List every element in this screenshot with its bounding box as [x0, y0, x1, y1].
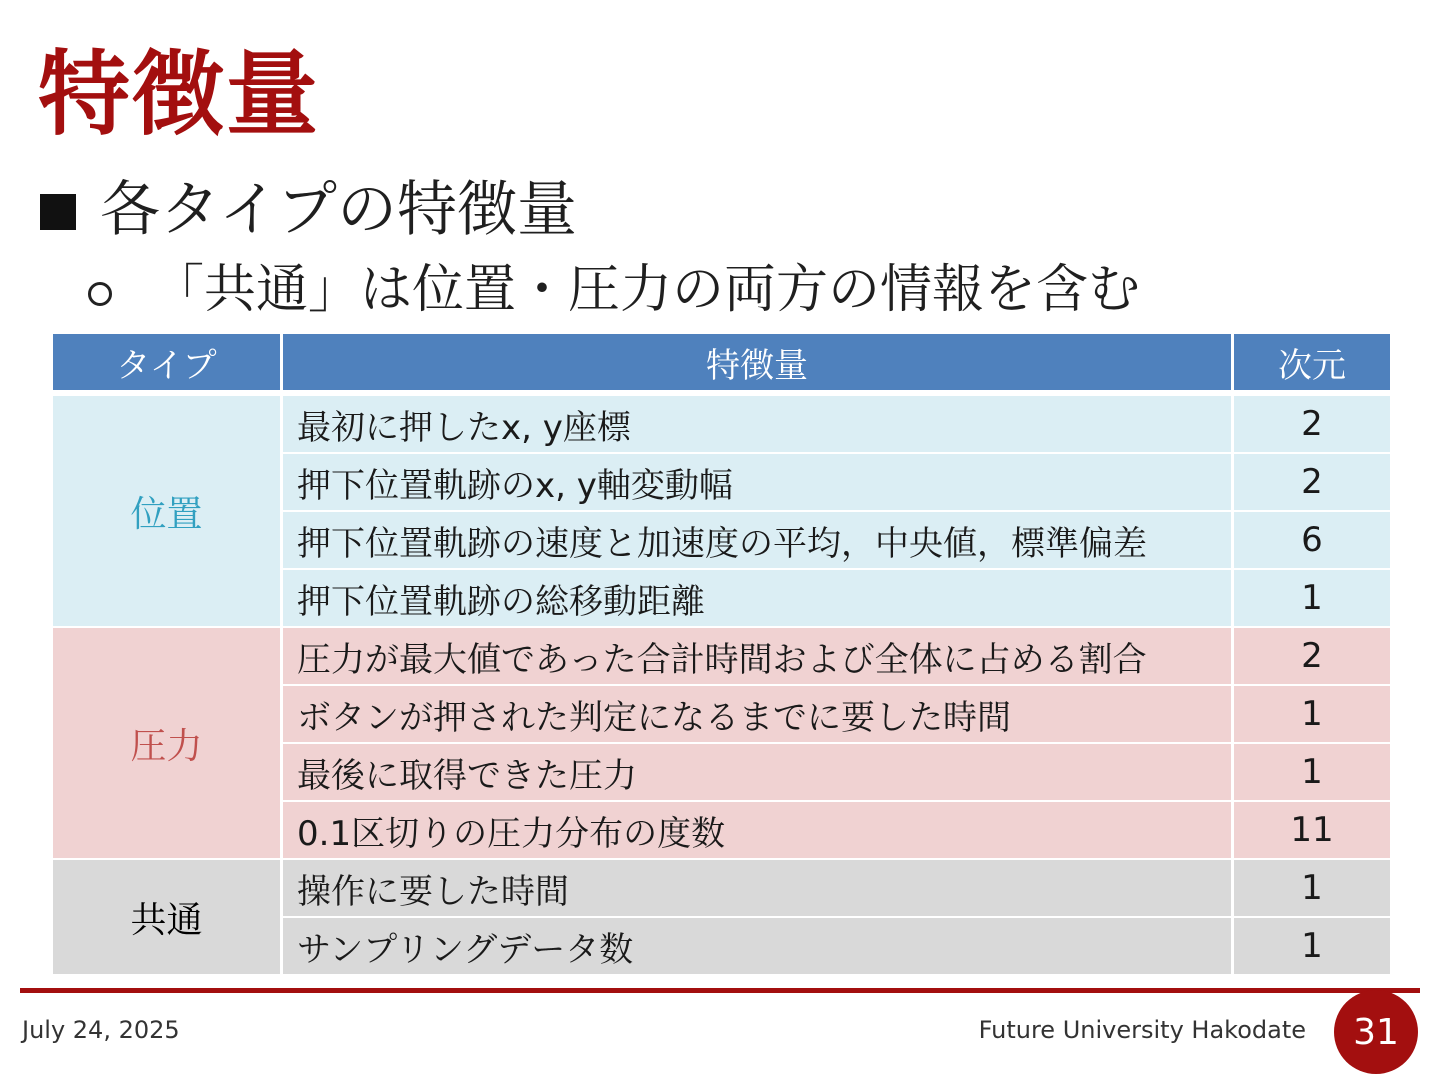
dimension-cell: 1 [1234, 742, 1390, 800]
type-cell-position: 位置 [53, 394, 280, 626]
footer-organization: Future University Hakodate [978, 1016, 1306, 1044]
dimension-cell: 2 [1234, 626, 1390, 684]
dimension-cell: 6 [1234, 510, 1390, 568]
dimension-cell: 1 [1234, 916, 1390, 974]
dimension-cell: 2 [1234, 452, 1390, 510]
table-header-row [53, 334, 1390, 394]
bullet-level1 [40, 172, 577, 248]
header-dimension: 次元 [1234, 334, 1390, 394]
dimension-cell: 1 [1234, 568, 1390, 626]
dimension-cell: 11 [1234, 800, 1390, 858]
table-row [53, 858, 1390, 916]
table-row [53, 626, 1390, 684]
feature-cell: サンプリングデータ数 [283, 916, 1231, 974]
dimension-cell: 1 [1234, 858, 1390, 916]
feature-cell: 押下位置軌跡の速度と加速度の平均，中央値，標準偏差 [283, 510, 1231, 568]
feature-cell: 操作に要した時間 [283, 858, 1231, 916]
feature-cell: 圧力が最大値であった合計時間および全体に占める割合 [283, 626, 1231, 684]
feature-cell: 最後に取得できた圧力 [283, 742, 1231, 800]
footer-date: July 24, 2025 [22, 1016, 180, 1044]
feature-cell: 押下位置軌跡の総移動距離 [283, 568, 1231, 626]
bullet-level2 [88, 256, 1140, 324]
feature-cell: 0.1区切りの圧力分布の度数 [283, 800, 1231, 858]
square-bullet-icon [40, 194, 76, 230]
type-cell-common: 共通 [53, 858, 280, 974]
footer-divider [20, 988, 1420, 993]
page-number-badge: 31 [1334, 990, 1418, 1074]
feature-cell: 押下位置軌跡のx, y軸変動幅 [283, 452, 1231, 510]
header-feature: 特徴量 [283, 334, 1231, 394]
header-type: タイプ [53, 334, 280, 394]
feature-cell: ボタンが押された判定になるまでに要した時間 [283, 684, 1231, 742]
bullet-level1-text: 各タイプの特徴量 [100, 175, 577, 245]
feature-table [50, 334, 1393, 974]
dimension-cell: 1 [1234, 684, 1390, 742]
feature-cell: 最初に押したx, y座標 [283, 394, 1231, 452]
circle-bullet-icon [88, 282, 112, 306]
table-row [53, 394, 1390, 452]
slide-title: 特徴量 [38, 41, 321, 148]
dimension-cell: 2 [1234, 394, 1390, 452]
type-cell-pressure: 圧力 [53, 626, 280, 858]
bullet-level2-text: 「共通」は位置・圧力の両方の情報を含む [152, 260, 1141, 320]
